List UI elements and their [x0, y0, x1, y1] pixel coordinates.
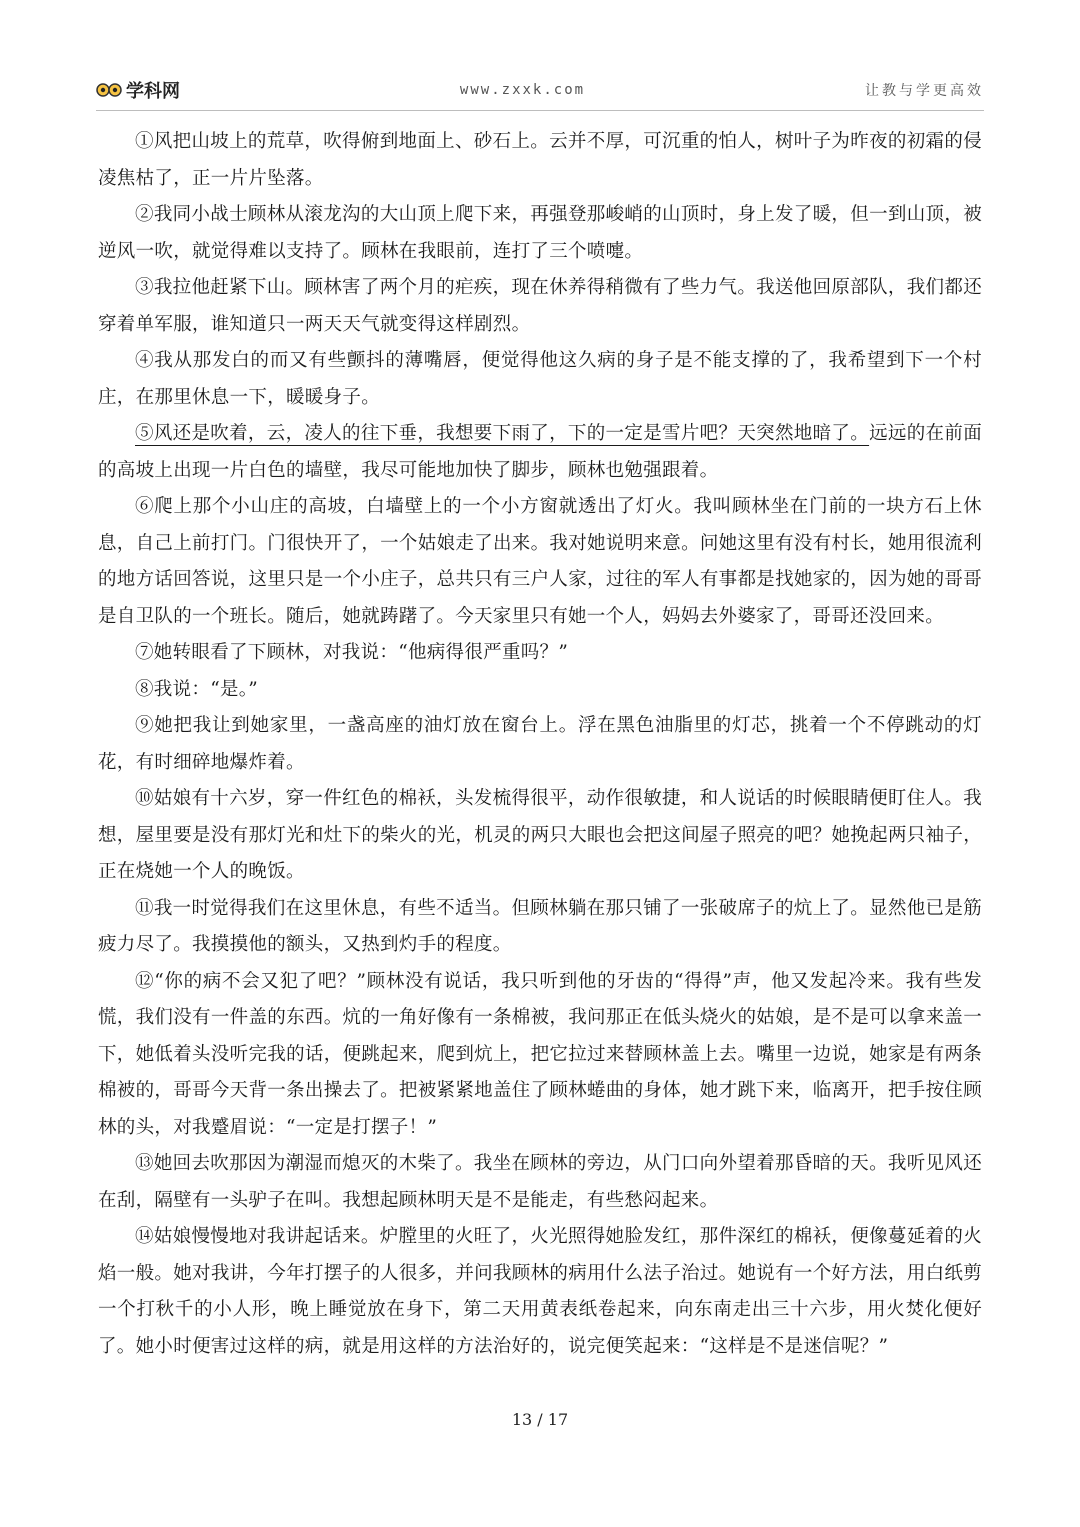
- paragraph-5-rest: 远远的在前面的高坡上出现一片白色的墙壁，我尽可能地加快了脚步，顾林也勉强跟着。: [98, 423, 982, 481]
- underlined-sentence: ⑤风还是吹着，云，凌人的往下垂，我想要下雨了，下的一定是雪片吧？天突然地暗了。: [135, 423, 870, 444]
- paragraph-6: ⑥爬上那个小山庄的高坡，白墙壁上的一个小方窗就透出了灯火。我叫顾林坐在门前的一块方石上休息，自己上前打门。门很快开了，一个姑娘走了出来。我对她说明来意。问她这里有没有村长，她用很流利的地方话回答说，这里只是一个小庄子，总共只有三户人家，过往的军人有事都是找她家的，因为她的哥哥是自卫队的一个班长。随后，她就踌躇了。今天家里只有她一个人，妈妈去外婆家了，哥哥还没回来。: [98, 496, 982, 627]
- passage: [98, 124, 982, 1365]
- owl-logo-icon: [96, 80, 122, 100]
- paragraph-4: ④我从那发白的而又有些颤抖的薄嘴唇，便觉得他这久病的身子是不能支撑的了，我希望到下一个村庄，在那里休息一下，暖暖身子。: [98, 350, 982, 408]
- paragraph-12: ⑫“你的病不会又犯了吧？”顾林没有说话，我只听到他的牙齿的“得得”声，他又发起冷来。我有些发慌，我们没有一件盖的东西。炕的一角好像有一条棉被，我问那正在低头烧火的姑娘，是不是可以拿来盖一下，她低着头没听完我的话，便跳起来，爬到炕上，把它拉过来替顾林盖上去。嘴里一边说，她家是有两条棉被的，哥哥今天背一条出操去了。把被紧紧地盖住了顾林蜷曲的身体，她才跳下来，临离开，把手按住顾林的头，对我蹙眉说：“一定是打摆子！”: [98, 970, 982, 1138]
- paragraph-3: ③我拉他赶紧下山。顾林害了两个月的疟疾，现在休养得稍微有了些力气。我送他回原部队，我们都还穿着单军服，谁知道只一两天天气就变得这样剧烈。: [98, 277, 982, 335]
- paragraph-9: ⑨她把我让到她家里，一盏高座的油灯放在窗台上。浮在黑色油脂里的灯芯，挑着一个不停跳动的灯花，有时细碎地爆炸着。: [98, 715, 982, 773]
- paragraph-7: ⑦她转眼看了下顾林，对我说：“他病得很严重吗？”: [135, 642, 569, 663]
- site-url: www.zxxk.com: [459, 82, 586, 98]
- paragraph-5: [98, 416, 982, 489]
- paragraph-14: ⑭姑娘慢慢地对我讲起话来。炉膛里的火旺了，火光照得她脸发红，那件深红的棉袄，便像蔓延着的火焰一般。她对我讲，今年打摆子的人很多，并问我顾林的病用什么法子治过。她说有一个好方法，用白纸剪一个打秋千的小人形，晚上睡觉放在身下，第二天用黄表纸卷起来，向东南走出三十六步，用火焚化便好了。她小时便害过这样的病，就是用这样的方法治好的，说完便笑起来：“这样是不是迷信呢？”: [98, 1226, 982, 1357]
- site-logo: [96, 77, 180, 103]
- paragraph-2: ②我同小战士顾林从滚龙沟的大山顶上爬下来，再强登那峻峭的山顶时，身上发了暖，但一到山顶，被逆风一吹，就觉得难以支持了。顾林在我眼前，连打了三个喷嚏。: [98, 204, 982, 262]
- paragraph-11: ⑪我一时觉得我们在这里休息，有些不适当。但顾林躺在那只铺了一张破席子的炕上了。显然他已是筋疲力尽了。我摸摸他的额头，又热到灼手的程度。: [98, 897, 982, 955]
- paragraph-8: ⑧我说：“是。”: [135, 678, 259, 700]
- paragraph-13: ⑬她回去吹那因为潮湿而熄灭的木柴了。我坐在顾林的旁边，从门口向外望着那昏暗的天。我听见风还在刮，隔壁有一头驴子在叫。我想起顾林明天是不是能走，有些愁闷起来。: [98, 1153, 982, 1211]
- logo-text: 学科网: [126, 81, 180, 102]
- page-header: [96, 70, 984, 111]
- paragraph-10: ⑩姑娘有十六岁，穿一件红色的棉袄，头发梳得很平，动作很敏捷，和人说话的时候眼睛便盯住人。我想，屋里要是没有那灯光和灶下的柴火的光，机灵的两只大眼也会把这间屋子照亮的吧？她挽起两只袖子，正在烧她一个人的晚饭。: [98, 788, 982, 882]
- slogan: 让教与学更高效: [865, 83, 984, 99]
- page-number: 13 / 17: [511, 1410, 569, 1429]
- paragraph-1: ①风把山坡上的荒草，吹得俯到地面上、砂石上。云并不厚，可沉重的怕人，树叶子为昨夜的初霜的侵凌焦枯了，正一片片坠落。: [98, 131, 982, 189]
